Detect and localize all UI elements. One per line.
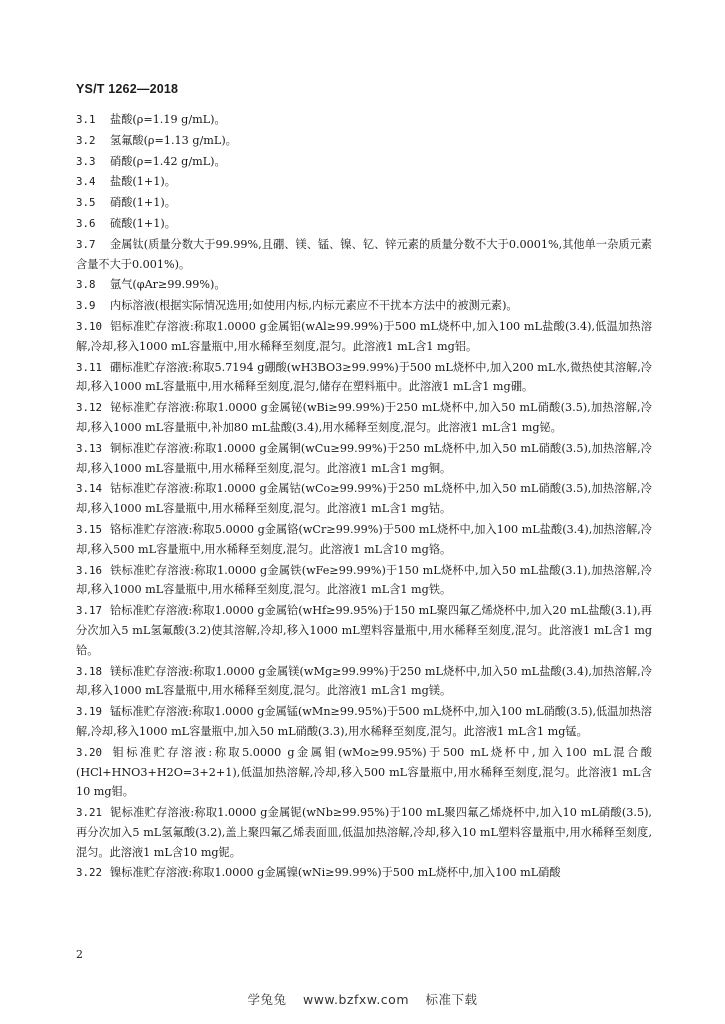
section-text: 铜标准贮存溶液:称取1.0000 g金属铜(wCu≥99.99%)于250 mL烧杯中,加入50 mL硝酸(3.5),加热溶解,冷却,移入1000 mL容量瓶中,用水稀释至刻度,混匀。此溶液1 mL含1 mg铜。 xyxy=(76,441,652,475)
section-item xyxy=(76,317,652,357)
section-text: 锰标准贮存溶液:称取1.0000 g金属锰(wMn≥99.95%)于500 mL烧杯中,加入100 mL硝酸(3.5),低温加热溶解,冷却,移入1000 mL容量瓶中,加入50 mL硝酸(3.3),用水稀释至刻度,混匀。此溶液1 mL含1 mg锰。 xyxy=(76,705,652,738)
section-number: 3.7 xyxy=(76,237,96,251)
section-number: 3.16 xyxy=(76,563,103,577)
section-text: 硝酸(ρ=1.42 g/mL)。 xyxy=(110,154,226,168)
section-number: 3.22 xyxy=(76,866,103,880)
section-item xyxy=(76,803,652,862)
section-text: 硼标准贮存溶液:称取5.7194 g硼酸(wH3BO3≥99.99%)于500 mL烧杯中,加入200 mL水,微热使其溶解,冷却,移入1000 mL容量瓶中,用水稀释至刻度,混匀,储存在塑料瓶中。此溶液1 mL含1 mg硼。 xyxy=(76,360,652,394)
section-text: 盐酸(ρ=1.19 g/mL)。 xyxy=(110,113,226,126)
section-number: 3.21 xyxy=(76,806,103,820)
section-text: 镁标准贮存溶液:称取1.0000 g金属镁(wMg≥99.99%)于250 mL烧杯中,加入50 mL盐酸(3.4),加热溶解,冷却,移入1000 mL容量瓶中,用水稀释至刻度,混匀。此溶液1 mL含1 mg镁。 xyxy=(76,664,652,698)
section-number: 3.10 xyxy=(76,319,103,333)
section-item xyxy=(76,863,652,883)
section-item xyxy=(76,296,652,316)
section-item xyxy=(76,601,652,660)
section-item xyxy=(76,479,652,519)
section-text: 铬标准贮存溶液:称取5.0000 g金属铬(wCr≥99.99%)于500 mL烧杯中,加入100 mL盐酸(3.4),加热溶解,冷却,移入500 mL容量瓶中,用水稀释至刻度,混匀。此溶液1 mL含10 mg铬。 xyxy=(76,522,652,556)
section-number: 3.8 xyxy=(76,278,96,292)
section-text: 硝酸(1+1)。 xyxy=(110,196,176,210)
section-text: 内标溶液(根据实际情况选用;如使用内标,内标元素应不干扰本方法中的被测元素)。 xyxy=(110,299,518,313)
section-number: 3.20 xyxy=(76,745,103,759)
section-number: 3.3 xyxy=(76,154,96,168)
section-text: 钼标准贮存溶液:称取5.0000 g金属钼(wMo≥99.95%)于500 mL烧杯中,加入100 mL混合酸(HCl+HNO3+H2O=3+2+1),低温加热溶解,冷却,移入500 mL容量瓶中,用水稀释至刻度,混匀。此溶液1 mL含10 mg钼。 xyxy=(76,745,652,799)
section-number: 3.19 xyxy=(76,705,103,719)
document-code-header: YS/T 1262—2018 xyxy=(76,82,179,96)
section-number: 3.9 xyxy=(76,299,96,313)
section-text: 金属钛(质量分数大于99.99%,且硼、镁、锰、镍、钇、锌元素的质量分数不大于0.0001%,其他单一杂质元素含量不大于0.001%)。 xyxy=(76,237,652,271)
section-item xyxy=(76,561,652,601)
section-item xyxy=(76,172,652,192)
section-number: 3.1 xyxy=(76,113,96,126)
section-number: 3.15 xyxy=(76,522,103,536)
section-list xyxy=(76,110,652,884)
section-number: 3.11 xyxy=(76,360,103,374)
watermark-footer xyxy=(0,990,725,1008)
section-number: 3.13 xyxy=(76,441,103,455)
section-item xyxy=(76,152,652,172)
section-item xyxy=(76,131,652,151)
section-text: 氢氟酸(ρ=1.13 g/mL)。 xyxy=(110,133,237,147)
site-url: www.bzfxw.com xyxy=(302,992,410,1007)
section-number: 3.14 xyxy=(76,482,103,496)
section-number: 3.6 xyxy=(76,216,96,230)
section-item xyxy=(76,702,652,742)
section-number: 3.4 xyxy=(76,175,96,189)
section-item xyxy=(76,743,652,802)
section-item xyxy=(76,662,652,702)
section-text: 镍标准贮存溶液:称取1.0000 g金属镍(wNi≥99.99%)于500 mL烧杯中,加入100 mL硝酸 xyxy=(110,866,561,880)
section-item xyxy=(76,439,652,479)
section-item xyxy=(76,520,652,560)
page-number: 2 xyxy=(76,948,83,961)
site-name: 学兔兔 xyxy=(247,992,287,1007)
section-item xyxy=(76,275,652,295)
section-number: 3.17 xyxy=(76,604,103,618)
section-number: 3.12 xyxy=(76,401,103,415)
section-number: 3.5 xyxy=(76,196,96,210)
section-item xyxy=(76,110,652,130)
section-text: 铋标准贮存溶液:称取1.0000 g金属铋(wBi≥99.99%)于250 mL烧杯中,加入50 mL硝酸(3.5),加热溶解,冷却,移入1000 mL容量瓶中,补加80 mL盐酸(3.4),用水稀释至刻度,混匀。此溶液1 mL含1 mg铋。 xyxy=(76,401,652,434)
section-number: 3.2 xyxy=(76,133,96,147)
site-tagline: 标准下载 xyxy=(425,992,478,1007)
section-item xyxy=(76,214,652,234)
section-item xyxy=(76,358,652,398)
section-item xyxy=(76,235,652,275)
section-item xyxy=(76,398,652,438)
section-text: 氩气(φAr≥99.99%)。 xyxy=(110,278,226,292)
section-text: 铁标准贮存溶液:称取1.0000 g金属铁(wFe≥99.99%)于150 mL烧杯中,加入50 mL盐酸(3.1),加热溶解,冷却,移入1000 mL容量瓶中,用水稀释至刻度,混匀。此溶液1 mL含1 mg铁。 xyxy=(76,563,652,597)
section-text: 铪标准贮存溶液:称取1.0000 g金属铪(wHf≥99.95%)于150 mL聚四氟乙烯烧杯中,加入20 mL盐酸(3.1),再分次加入5 mL氢氟酸(3.2)使其溶解,冷却,移入1000 mL塑料容量瓶中,用水稀释至刻度,混匀。此溶液1 mL含1 mg铪。 xyxy=(76,604,652,657)
section-text: 盐酸(1+1)。 xyxy=(110,175,176,189)
section-text: 铝标准贮存溶液:称取1.0000 g金属铝(wAl≥99.99%)于500 mL烧杯中,加入100 mL盐酸(3.4),低温加热溶解,冷却,移入1000 mL容量瓶中,用水稀释至刻度,混匀。此溶液1 mL含1 mg铝。 xyxy=(76,319,652,353)
section-text: 钴标准贮存溶液:称取1.0000 g金属钴(wCo≥99.99%)于250 mL烧杯中,加入50 mL硝酸(3.5),加热溶解,冷却,移入1000 mL容量瓶中,用水稀释至刻度,混匀。此溶液1 mL含1 mg钴。 xyxy=(76,482,652,516)
section-number: 3.18 xyxy=(76,664,103,678)
section-item xyxy=(76,193,652,213)
section-text: 硫酸(1+1)。 xyxy=(110,216,176,230)
section-text: 铌标准贮存溶液:称取1.0000 g金属铌(wNb≥99.95%)于100 mL聚四氟乙烯烧杯中,加入10 mL硝酸(3.5),再分次加入5 mL氢氟酸(3.2),盖上聚四氟乙烯表面皿,低温加热溶解,冷却,移入10 mL塑料容量瓶中,用水稀释至刻度,混匀。此溶液1 mL含10 mg铌。 xyxy=(76,806,652,859)
